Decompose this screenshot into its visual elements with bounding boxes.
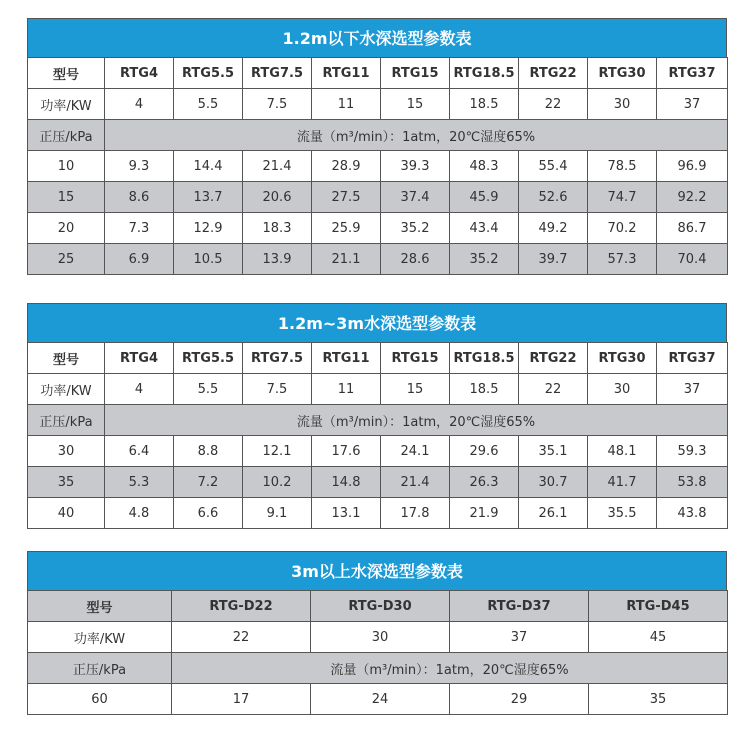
flow-header-row	[28, 120, 728, 151]
value-cell: 13.9	[243, 244, 312, 275]
value-cell: 21.4	[381, 467, 450, 498]
power-cell: 11	[312, 89, 381, 120]
value-cell: 37.4	[381, 182, 450, 213]
power-cell: 22	[519, 374, 588, 405]
value-cell: 70.2	[588, 213, 657, 244]
value-cell: 17	[172, 684, 311, 715]
pressure-cell: 15	[28, 182, 105, 213]
value-cell: 24	[311, 684, 450, 715]
table-block-1	[27, 18, 727, 275]
value-cell: 26.3	[450, 467, 519, 498]
header-row	[28, 58, 728, 89]
pressure-cell: 60	[28, 684, 172, 715]
value-cell: 39.3	[381, 151, 450, 182]
power-cell: 5.5	[174, 374, 243, 405]
value-cell: 74.7	[588, 182, 657, 213]
model-cell: RTG-D22	[172, 591, 311, 622]
power-cell: 18.5	[450, 89, 519, 120]
value-cell: 57.3	[588, 244, 657, 275]
spec-table	[27, 57, 728, 275]
table-title: 1.2m以下水深选型参数表	[27, 18, 727, 57]
value-cell: 39.7	[519, 244, 588, 275]
model-cell: RTG7.5	[243, 58, 312, 89]
value-cell: 21.1	[312, 244, 381, 275]
value-cell: 43.8	[657, 498, 728, 529]
value-cell: 6.9	[105, 244, 174, 275]
model-cell: RTG5.5	[174, 343, 243, 374]
value-cell: 25.9	[312, 213, 381, 244]
model-cell: RTG22	[519, 343, 588, 374]
flow-label: 流量（m³/min）：1atm，20℃湿度65%	[172, 653, 728, 684]
model-cell: RTG5.5	[174, 58, 243, 89]
value-cell: 10.5	[174, 244, 243, 275]
power-cell: 30	[588, 89, 657, 120]
value-cell: 9.1	[243, 498, 312, 529]
model-cell: RTG37	[657, 58, 728, 89]
power-cell: 4	[105, 374, 174, 405]
value-cell: 55.4	[519, 151, 588, 182]
pressure-cell: 40	[28, 498, 105, 529]
header-row	[28, 591, 728, 622]
value-cell: 21.9	[450, 498, 519, 529]
value-cell: 92.2	[657, 182, 728, 213]
power-row	[28, 622, 728, 653]
value-cell: 24.1	[381, 436, 450, 467]
value-cell: 7.2	[174, 467, 243, 498]
model-cell: RTG30	[588, 58, 657, 89]
flow-label: 流量（m³/min）：1atm，20℃湿度65%	[105, 405, 728, 436]
value-cell: 48.3	[450, 151, 519, 182]
value-cell: 29	[450, 684, 589, 715]
power-cell: 45	[589, 622, 728, 653]
power-cell: 15	[381, 89, 450, 120]
model-cell: RTG11	[312, 343, 381, 374]
value-cell: 43.4	[450, 213, 519, 244]
model-cell: RTG-D45	[589, 591, 728, 622]
value-cell: 21.4	[243, 151, 312, 182]
power-cell: 15	[381, 374, 450, 405]
value-cell: 14.8	[312, 467, 381, 498]
model-cell: RTG18.5	[450, 343, 519, 374]
header-label: 型号	[28, 343, 105, 374]
power-cell: 37	[657, 89, 728, 120]
value-cell: 7.3	[105, 213, 174, 244]
spec-table	[27, 590, 728, 715]
value-cell: 18.3	[243, 213, 312, 244]
model-cell: RTG30	[588, 343, 657, 374]
table-row	[28, 436, 728, 467]
model-cell: RTG37	[657, 343, 728, 374]
value-cell: 13.1	[312, 498, 381, 529]
value-cell: 53.8	[657, 467, 728, 498]
value-cell: 28.9	[312, 151, 381, 182]
value-cell: 45.9	[450, 182, 519, 213]
model-cell: RTG15	[381, 58, 450, 89]
value-cell: 52.6	[519, 182, 588, 213]
power-cell: 22	[519, 89, 588, 120]
value-cell: 35.5	[588, 498, 657, 529]
model-cell: RTG22	[519, 58, 588, 89]
power-cell: 7.5	[243, 89, 312, 120]
power-row	[28, 374, 728, 405]
value-cell: 6.4	[105, 436, 174, 467]
header-label: 型号	[28, 591, 172, 622]
table-row	[28, 498, 728, 529]
model-cell: RTG4	[105, 58, 174, 89]
value-cell: 6.6	[174, 498, 243, 529]
table-row	[28, 244, 728, 275]
value-cell: 27.5	[312, 182, 381, 213]
value-cell: 29.6	[450, 436, 519, 467]
model-cell: RTG4	[105, 343, 174, 374]
power-cell: 30	[311, 622, 450, 653]
table-row	[28, 213, 728, 244]
power-label: 功率/KW	[28, 374, 105, 405]
flow-header-row	[28, 653, 728, 684]
power-cell: 11	[312, 374, 381, 405]
table-row	[28, 684, 728, 715]
pressure-cell: 20	[28, 213, 105, 244]
value-cell: 9.3	[105, 151, 174, 182]
power-cell: 37	[450, 622, 589, 653]
table-title: 3m以上水深选型参数表	[27, 551, 727, 590]
power-cell: 37	[657, 374, 728, 405]
header-label: 型号	[28, 58, 105, 89]
value-cell: 13.7	[174, 182, 243, 213]
pressure-cell: 25	[28, 244, 105, 275]
table-block-3	[27, 551, 727, 715]
value-cell: 30.7	[519, 467, 588, 498]
pressure-cell: 30	[28, 436, 105, 467]
model-cell: RTG-D37	[450, 591, 589, 622]
pressure-label: 正压/kPa	[28, 653, 172, 684]
power-cell: 30	[588, 374, 657, 405]
value-cell: 78.5	[588, 151, 657, 182]
header-row	[28, 343, 728, 374]
table-title: 1.2m~3m水深选型参数表	[27, 303, 727, 342]
value-cell: 17.6	[312, 436, 381, 467]
power-cell: 18.5	[450, 374, 519, 405]
value-cell: 35.2	[450, 244, 519, 275]
power-label: 功率/KW	[28, 622, 172, 653]
value-cell: 4.8	[105, 498, 174, 529]
pressure-label: 正压/kPa	[28, 405, 105, 436]
value-cell: 35	[589, 684, 728, 715]
value-cell: 14.4	[174, 151, 243, 182]
pressure-cell: 10	[28, 151, 105, 182]
model-cell: RTG15	[381, 343, 450, 374]
value-cell: 8.8	[174, 436, 243, 467]
power-cell: 5.5	[174, 89, 243, 120]
value-cell: 48.1	[588, 436, 657, 467]
flow-header-row	[28, 405, 728, 436]
value-cell: 41.7	[588, 467, 657, 498]
power-cell: 7.5	[243, 374, 312, 405]
pressure-cell: 35	[28, 467, 105, 498]
power-cell: 22	[172, 622, 311, 653]
model-cell: RTG7.5	[243, 343, 312, 374]
value-cell: 10.2	[243, 467, 312, 498]
value-cell: 26.1	[519, 498, 588, 529]
pressure-label: 正压/kPa	[28, 120, 105, 151]
value-cell: 96.9	[657, 151, 728, 182]
model-cell: RTG11	[312, 58, 381, 89]
spec-table	[27, 342, 728, 529]
value-cell: 20.6	[243, 182, 312, 213]
value-cell: 70.4	[657, 244, 728, 275]
value-cell: 12.9	[174, 213, 243, 244]
power-label: 功率/KW	[28, 89, 105, 120]
value-cell: 5.3	[105, 467, 174, 498]
table-row	[28, 182, 728, 213]
value-cell: 28.6	[381, 244, 450, 275]
table-row	[28, 151, 728, 182]
model-cell: RTG18.5	[450, 58, 519, 89]
model-cell: RTG-D30	[311, 591, 450, 622]
table-row	[28, 467, 728, 498]
table-block-2	[27, 303, 727, 529]
value-cell: 35.2	[381, 213, 450, 244]
value-cell: 59.3	[657, 436, 728, 467]
power-cell: 4	[105, 89, 174, 120]
value-cell: 12.1	[243, 436, 312, 467]
value-cell: 35.1	[519, 436, 588, 467]
flow-label: 流量（m³/min）：1atm，20℃湿度65%	[105, 120, 728, 151]
power-row	[28, 89, 728, 120]
value-cell: 86.7	[657, 213, 728, 244]
value-cell: 8.6	[105, 182, 174, 213]
value-cell: 17.8	[381, 498, 450, 529]
value-cell: 49.2	[519, 213, 588, 244]
